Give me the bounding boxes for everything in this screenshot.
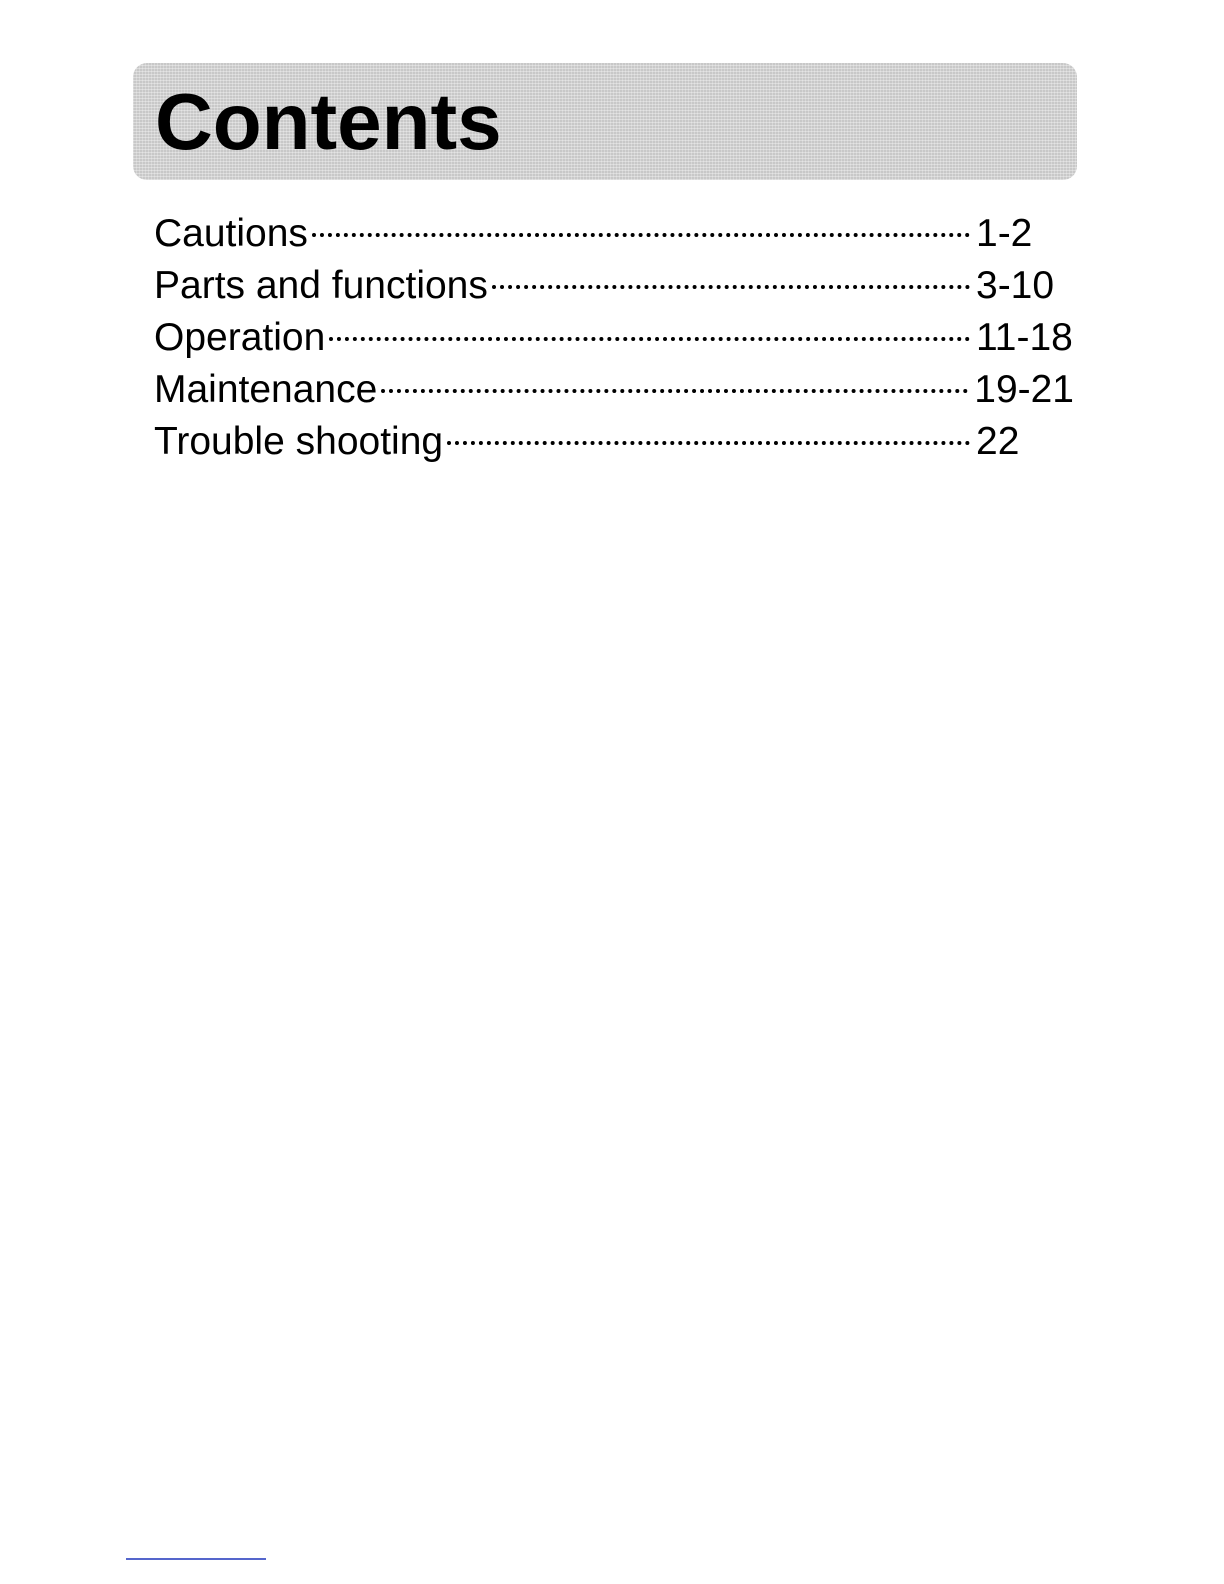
toc-entry-label: Maintenance xyxy=(154,368,378,411)
toc-entry-maintenance[interactable] xyxy=(154,364,1074,416)
dot-leader xyxy=(329,337,970,341)
table-of-contents xyxy=(154,208,1074,468)
contents-header-band xyxy=(133,63,1077,180)
toc-entry-operation[interactable] xyxy=(154,312,1074,364)
toc-entry-label: Cautions xyxy=(154,212,308,255)
dot-leader xyxy=(492,285,970,289)
footer-rule xyxy=(126,1558,266,1560)
dot-leader xyxy=(381,389,968,393)
toc-entry-label: Trouble shooting xyxy=(154,420,444,463)
page-title: Contents xyxy=(155,77,502,166)
toc-entry-trouble-shooting[interactable] xyxy=(154,416,1074,468)
toc-entry-pages: 11-18 xyxy=(976,316,1073,359)
toc-entry-label: Operation xyxy=(154,316,326,359)
toc-entry-pages: 22 xyxy=(976,420,1020,463)
dot-leader xyxy=(312,233,970,237)
toc-entry-parts-and-functions[interactable] xyxy=(154,260,1074,312)
toc-entry-pages: 3-10 xyxy=(976,264,1055,307)
toc-entry-cautions[interactable] xyxy=(154,208,1074,260)
dot-leader xyxy=(447,441,970,445)
toc-entry-label: Parts and functions xyxy=(154,264,488,307)
toc-entry-pages: 1-2 xyxy=(976,212,1033,255)
toc-entry-pages: 19-21 xyxy=(974,368,1074,411)
